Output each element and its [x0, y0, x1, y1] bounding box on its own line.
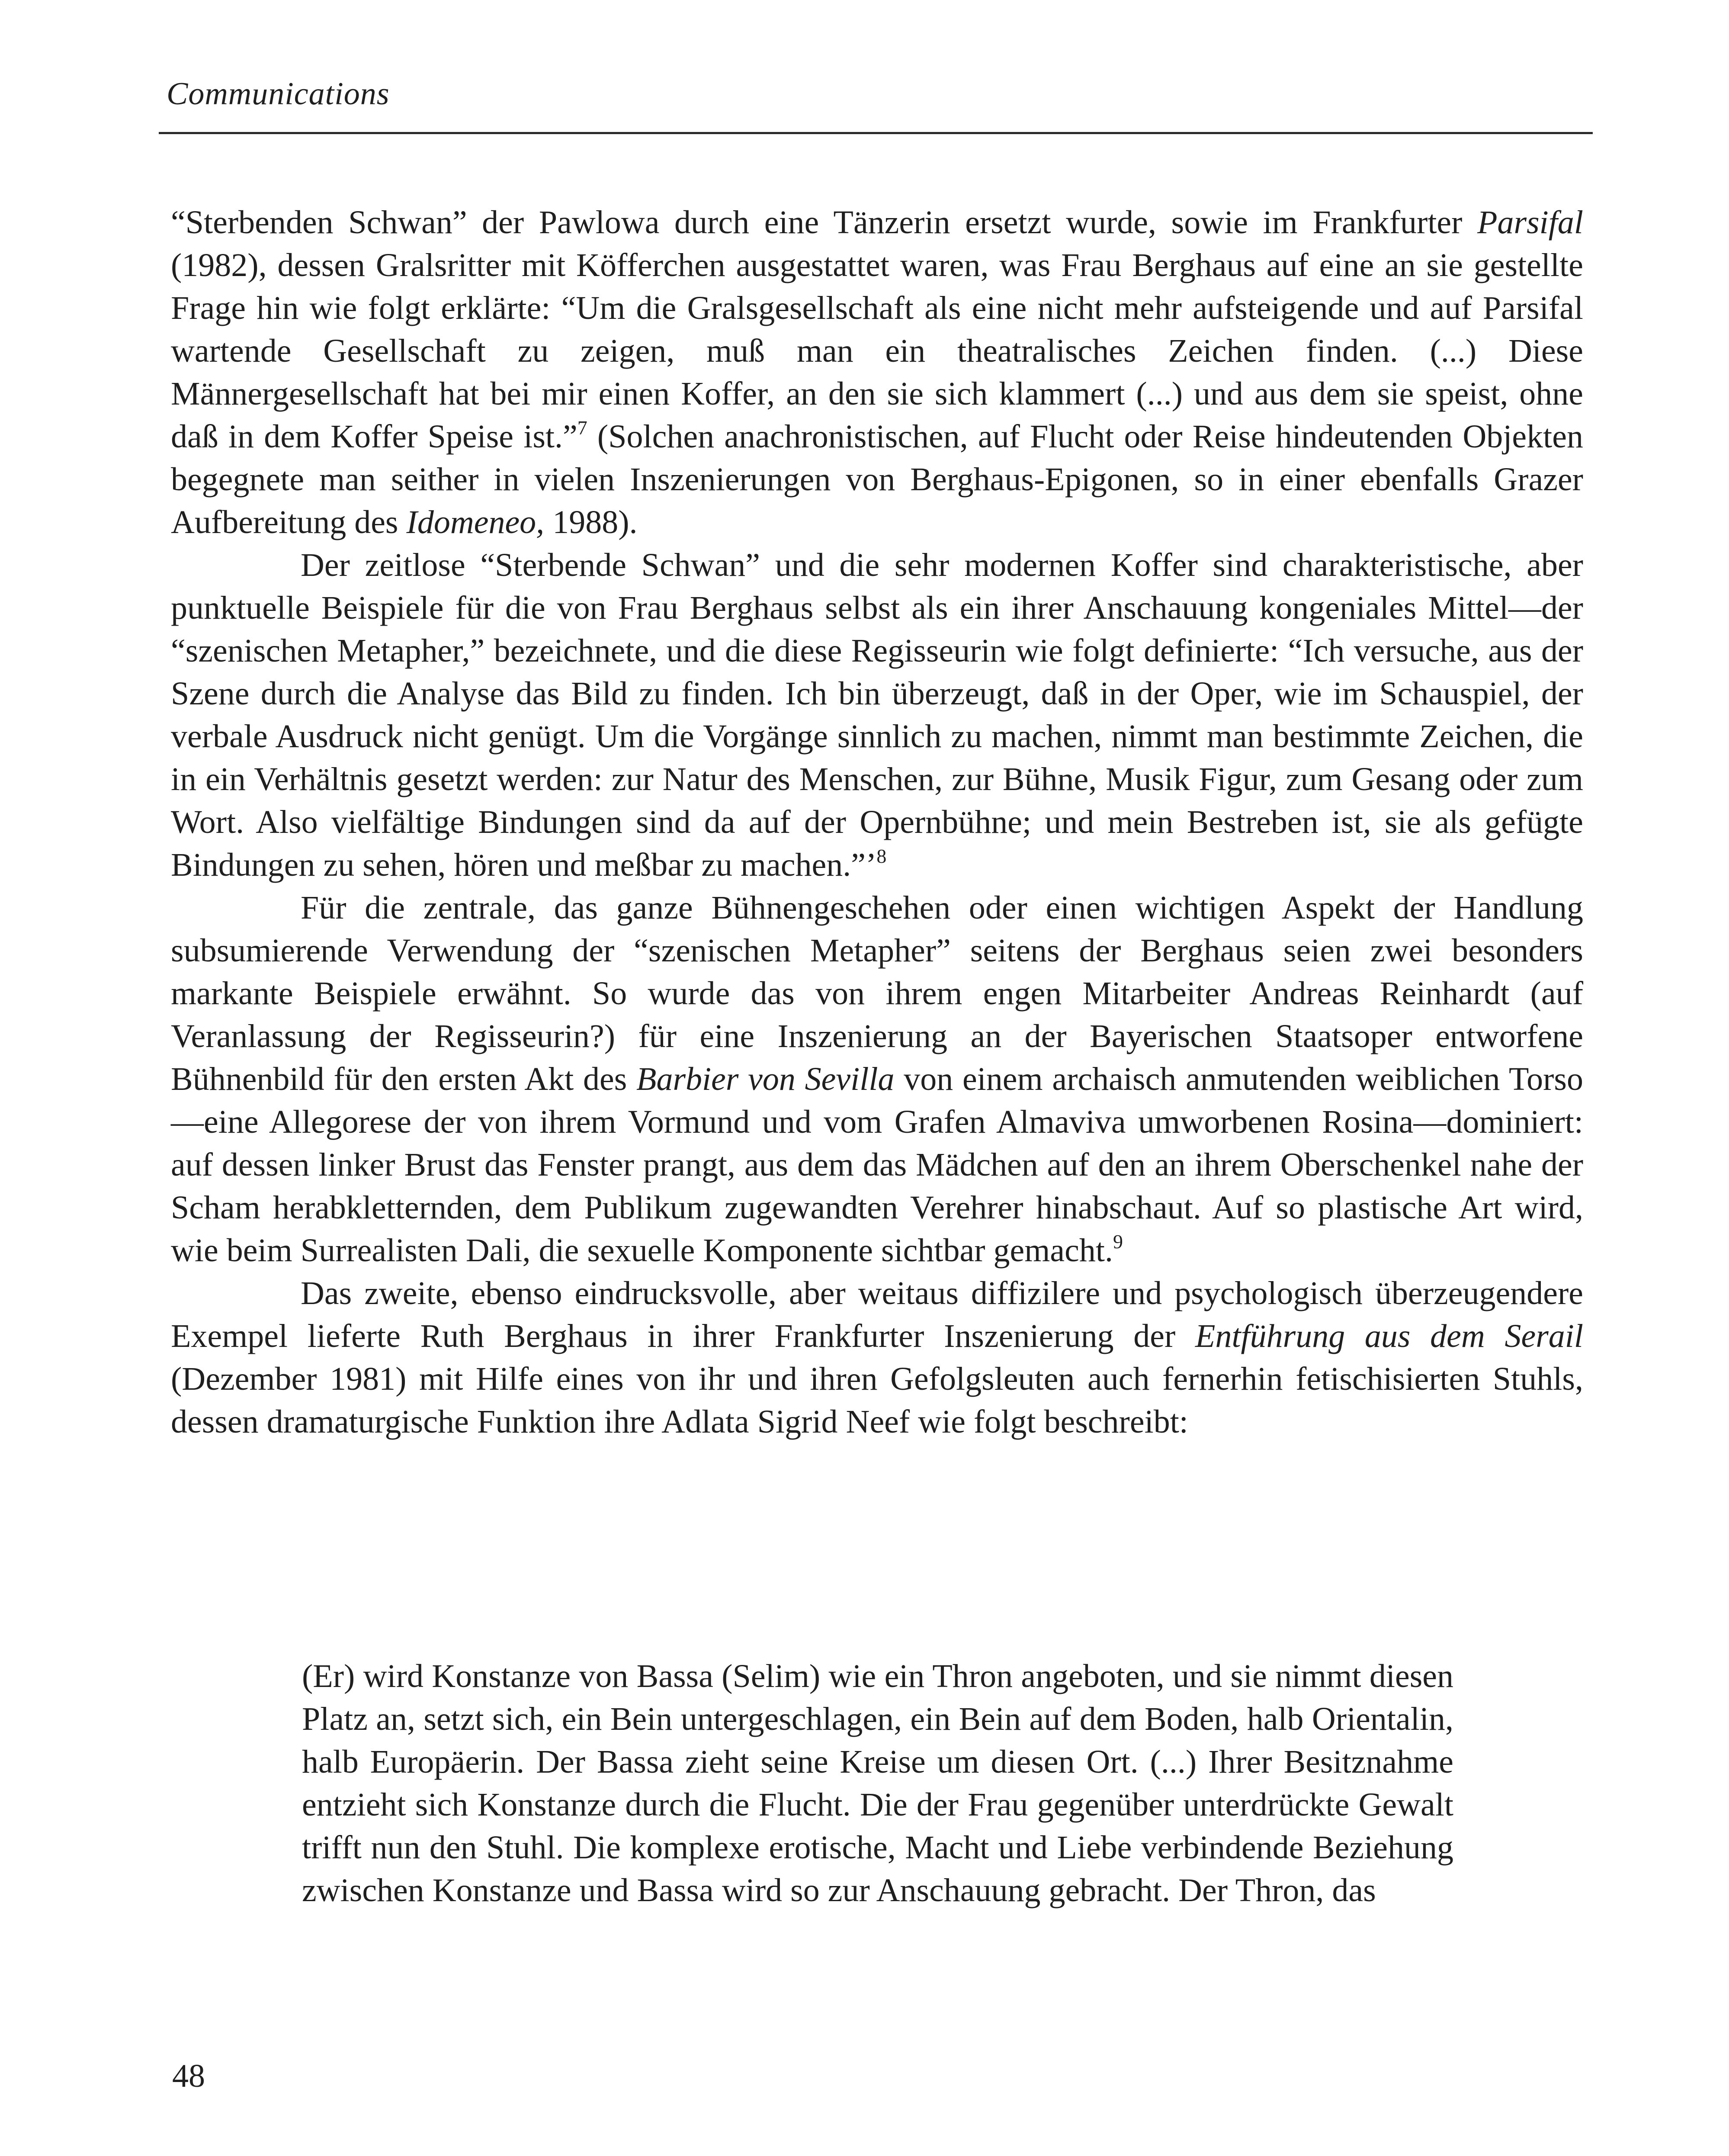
paragraph-1-text-b: (1982), dessen Gralsritter mit Köfferchen ausgestattet waren, was Frau Berghaus auf eine an sie gestellte Frage hin wie folgt erklärte: “Um die Gralsgesellschaft als eine nicht mehr aufsteigende und auf Parsifal wartende Gesellschaft zu zeigen, muß man ein theatralisches Zeichen finden. (...) Diese Männergesellschaft hat bei mir einen Koffer, an den sie sich klammert (...) und aus dem sie speist, ohne daß in dem Koffer Speise ist.”: [171, 247, 1583, 455]
block-quote: [302, 1655, 1453, 1912]
page-number: 48: [172, 2058, 205, 2094]
paragraph-3-text-b: von einem archaisch anmutenden weiblichen Torso—eine Allegorese der von ihrem Vormund und vom Grafen Almaviva umworbenen Rosina—dominiert: auf dessen linker Brust das Fenster prangt, aus dem das Mädchen auf den an ihrem Oberschenkel nahe der Scham herabkletternden, dem Publikum zugewandten Verehrer hinabschaut. Auf so plastische Art wird, wie beim Surrealisten Dali, die sexuelle Komponente sichtbar gemacht.: [171, 1061, 1584, 1269]
paragraph-4-text-b: (Dezember 1981) mit Hilfe eines von ihr und ihren Gefolgsleuten auch fernerhin fetischisierten Stuhls, dessen dramaturgische Funktion ihre Adlata Sigrid Neef wie folgt beschreibt:: [171, 1361, 1583, 1440]
footnote-ref-9: 9: [1113, 1231, 1123, 1253]
running-head: Communications: [167, 76, 390, 112]
footnote-ref-7: 7: [577, 417, 587, 439]
paragraph-4: [171, 1272, 1583, 1443]
paragraph-1-text-d: 1988).: [544, 504, 638, 540]
paragraph-1: [171, 201, 1583, 544]
footnote-ref-8: 8: [876, 845, 887, 867]
header-rule: [159, 132, 1593, 134]
title-barbier: Barbier von Sevilla: [636, 1061, 895, 1097]
paragraph-3-text-a: Für die zentrale, das ganze Bühnengeschehen oder einen wichtigen Aspekt der Handlung subsumierende Verwendung der “szenischen Metapher” seitens der Berghaus seien zwei besonders markante Beispiele erwähnt. So wurde das von ihrem engen Mitarbeiter Andreas Reinhardt (auf Veranlassung der Regisseurin?) für eine Inszenierung an der Bayerischen Staatsoper entworfene Bühnenbild für den ersten Akt des: [171, 890, 1583, 1097]
main-text: [171, 201, 1583, 1443]
paragraph-3: [171, 887, 1583, 1272]
title-parsifal: Parsifal: [1477, 204, 1583, 241]
block-quote-text: (Er) wird Konstanze von Bassa (Selim) wie ein Thron angeboten, und sie nimmt diesen Platz an, setzt sich, ein Bein untergeschlagen, ein Bein auf dem Boden, halb Orientalin, halb Europäerin. Der Bassa zieht seine Kreise um diesen Ort. (...) Ihrer Besitznahme entzieht sich Konstanze durch die Flucht. Die der Frau gegenüber unterdrückte Gewalt trifft nun den Stuhl. Die komplexe erotische, Macht und Liebe verbindende Beziehung zwischen Konstanze und Bassa wird so zur Anschauung gebracht. Der Thron, das: [302, 1658, 1453, 1909]
paragraph-4-text-a: Das zweite, ebenso eindrucksvolle, aber weitaus diffizilere und psychologisch überzeugendere Exempel lieferte Ruth Berghaus in ihrer Frankfurter Inszenierung der: [171, 1275, 1583, 1354]
paragraph-2: [171, 544, 1583, 887]
paragraph-1-text-a: “Sterbenden Schwan” der Pawlowa durch eine Tänzerin ersetzt wurde, sowie im Frankfurter: [171, 204, 1478, 241]
paragraph-1-text-c: (Solchen anachronistischen, auf Flucht oder Reise hindeutenden Objekten begegnete man seither in vielen Inszenierungen von Berghaus-Epigonen, so in einer ebenfalls Grazer Aufbereitung des: [171, 418, 1584, 540]
title-idomeneo: Idomeneo,: [406, 504, 545, 540]
title-entfuehrung: Entführung aus dem Serail: [1195, 1318, 1583, 1354]
paragraph-2-text: Der zeitlose “Sterbende Schwan” und die sehr modernen Koffer sind charakteristische, aber punktuelle Beispiele für die von Frau Berghaus selbst als ein ihrer Anschauung kongeniales Mittel—der “szenischen Metapher,” bezeichnete, und die diese Regisseurin wie folgt definierte: “Ich versuche, aus der Szene durch die Analyse das Bild zu finden. Ich bin überzeugt, daß in der Oper, wie im Schauspiel, der verbale Ausdruck nicht genügt. Um die Vorgänge sinnlich zu machen, nimmt man bestimmte Zeichen, die in ein Verhältnis gesetzt werden: zur Natur des Menschen, zur Bühne, Musik Figur, zum Gesang oder zum Wort. Also vielfältige Bindungen sind da auf der Opernbühne; und mein Bestreben ist, sie als gefügte Bindungen zu sehen, hören und meßbar zu machen.”’: [171, 547, 1583, 883]
